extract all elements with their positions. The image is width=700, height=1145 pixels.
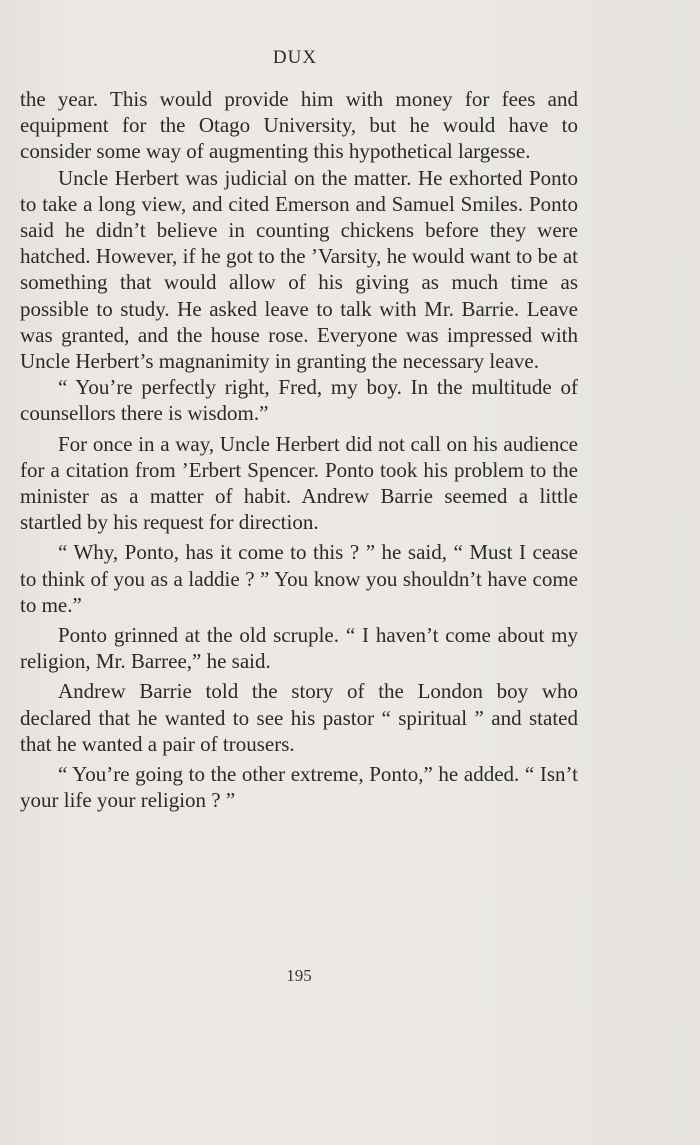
- paragraph: “ You’re going to the other extreme, Ponto,” he added. “ Isn’t your life your religion ? ”: [20, 762, 578, 813]
- paragraph: “ Why, Ponto, has it come to this ? ” he said, “ Must I cease to think of you as a laddie ? ” You know you shouldn’t have come to me.”: [20, 540, 578, 617]
- paragraph: the year. This would provide him with money for fees and equipment for the Otago University, but he would have to consider some way of augmenting this hypothetical largesse.: [20, 87, 578, 164]
- paragraph: “ You’re perfectly right, Fred, my boy. In the multitude of counsellors there is wisdom.”: [20, 375, 578, 426]
- paragraph: Uncle Herbert was judicial on the matter. He exhorted Ponto to take a long view, and cited Emerson and Samuel Smiles. Ponto said he didn’t believe in counting chickens before they were hatched. However, if he got to the ’Varsity, he would want to be at something that would allow of his giving as much time as possible to study. He asked leave to talk with Mr. Barrie. Leave was granted, and the house rose. Everyone was impressed with Uncle Herbert’s magnanimity in granting the necessary leave.: [20, 165, 578, 374]
- body-text: [20, 86, 578, 813]
- paragraph: For once in a way, Uncle Herbert did not call on his audience for a citation from ’Erbert Spencer. Ponto took his problem to the minister as a matter of habit. Andrew Barrie seemed a little startled by his request for direction.: [20, 431, 578, 535]
- running-head: DUX: [272, 47, 318, 68]
- page-number: 195: [286, 966, 312, 985]
- paragraph: Ponto grinned at the old scruple. “ I haven’t come about my religion, Mr. Barree,” he said.: [20, 623, 578, 674]
- paragraph: Andrew Barrie told the story of the London boy who declared that he wanted to see his pastor “ spiritual ” and stated that he wanted a pair of trousers.: [20, 679, 578, 756]
